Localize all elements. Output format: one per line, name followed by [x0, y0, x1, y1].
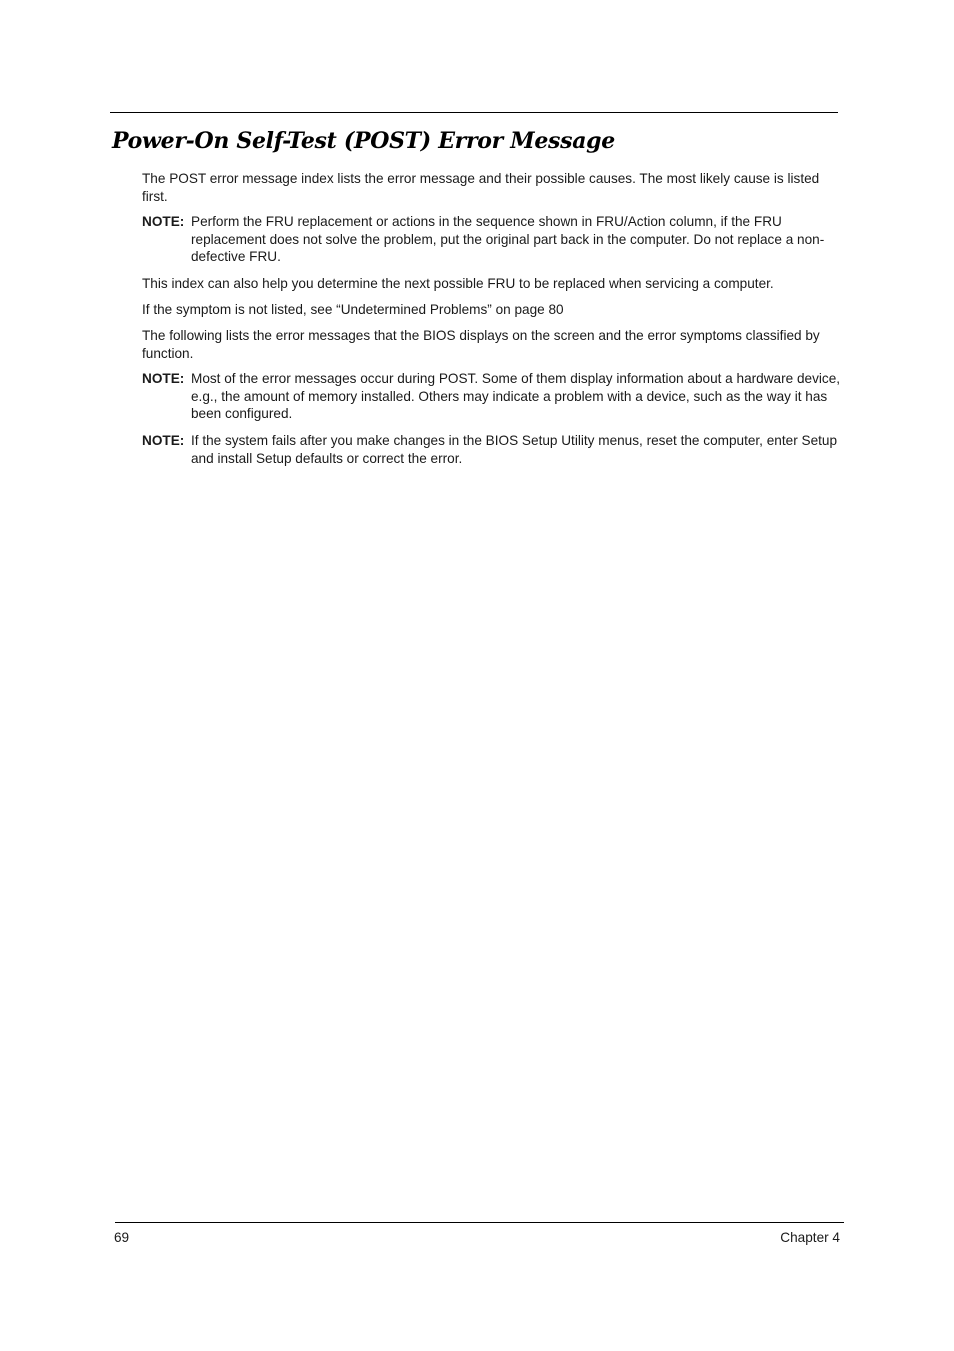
note-text: Perform the FRU replacement or actions in the sequence shown in FRU/Action column, if the FRU replacement does not solve the problem, put the original part back in the computer. Do not replace a non-defective FRU.: [191, 214, 825, 264]
note-text: If the system fails after you make changes in the BIOS Setup Utility menus, reset the computer, enter Setup and install Setup defaults or correct the error.: [191, 433, 838, 466]
page-number: 69: [114, 1230, 130, 1245]
error-list-paragraph: The following lists the error messages that the BIOS displays on the screen and the error symptoms classified by function.: [142, 328, 820, 361]
header-rule: [110, 112, 838, 113]
footer-rule: [115, 1222, 844, 1223]
note-setup-defaults: [142, 432, 842, 467]
index-help-paragraph: This index can also help you determine the next possible FRU to be replaced when servicing a computer.: [142, 276, 774, 291]
note-post-messages: [142, 370, 842, 423]
note-label: NOTE:: [142, 371, 185, 386]
note-label: NOTE:: [142, 214, 185, 229]
chapter-label: Chapter 4: [780, 1230, 840, 1245]
symptom-paragraph: If the symptom is not listed, see “Undetermined Problems” on page 80: [142, 302, 564, 317]
note-fru-replacement: [142, 213, 842, 266]
section-heading: Power-On Self-Test (POST) Error Message: [112, 128, 615, 154]
note-label: NOTE:: [142, 433, 185, 448]
note-text: Most of the error messages occur during POST. Some of them display information about a hardware device, e.g., the amount of memory installed. Others may indicate a problem with a device, such as the way it has been configured.: [191, 371, 841, 421]
intro-paragraph: The POST error message index lists the error message and their possible causes. The most likely cause is listed first.: [142, 171, 820, 204]
